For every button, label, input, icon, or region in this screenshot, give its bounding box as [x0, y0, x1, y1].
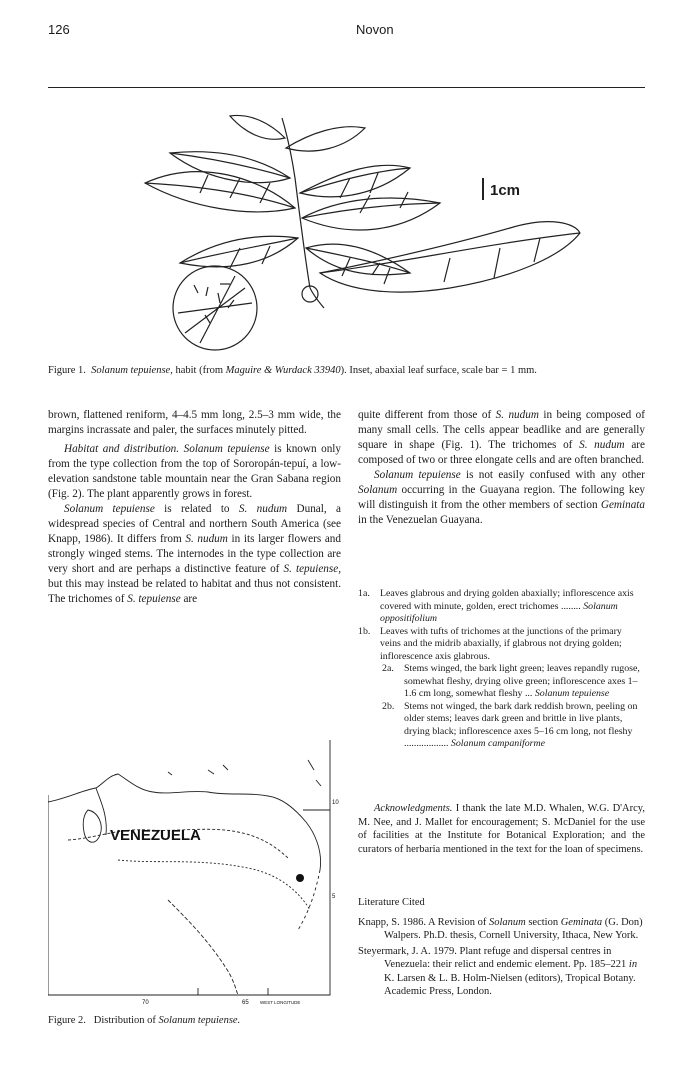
page-number: 126	[48, 22, 70, 37]
figure-2-caption: Figure 2. Distribution of Solanum tepuiense.	[48, 1015, 241, 1026]
figure-1-illustration	[110, 98, 590, 360]
scale-bar	[482, 178, 484, 200]
literature-cited	[358, 896, 645, 1001]
paragraph-seeds: brown, flattened reniform, 4–4.5 mm long, 2.5–3 mm wide, the margins incrassate and paler, the surfaces minutely pitted.	[48, 409, 341, 436]
scale-bar-label: 1cm	[490, 182, 521, 199]
key-couplet-1b: 1b. Leaves with tufts of trichomes at the junctions of the primary veins and the midrib abaxially, if glabrous not drying golden; inflorescence axis glabrous.	[358, 625, 622, 662]
latitude-5-label: 5	[332, 894, 336, 900]
paragraph-trichomes: quite different from those of S. nudum in being composed of many small cells. The cells appear beadlike and are generally square in shape (Fig. 1). The trichomes of S. nudum are composed of two or three elongate cells and are often branched.	[358, 409, 645, 466]
reference-steyermark: Steyermark, J. A. 1979. Plant refuge and dispersal centres in Venezuela: their relict and endemic element. Pp. 185–221 in K. Larsen & L. B. Holm-Nielsen (editors), Tropical Botany. Academic Press, London.	[358, 945, 638, 997]
type-locality-marker	[296, 874, 304, 882]
paragraph-habitat: Habitat and distribution. Solanum tepuiense is known only from the type collection from the top of Sororopán-tepuí, a low-elevation sandstone table mountain near the Gran Sabana region (Fig. 2). The plant apparently grows in forest.	[48, 443, 342, 500]
left-column	[48, 408, 341, 607]
latitude-10-label: 10	[332, 800, 339, 806]
longitude-axis-label: WEST LONGITUDE	[260, 1000, 301, 1005]
key-couplet-1a: 1a. Leaves glabrous and drying golden abaxially; inflorescence axis covered with minute, golden, erect trichomes ........ Solanum oppositifolium	[358, 588, 634, 624]
figure-1-caption: Figure 1. Solanum tepuiense, habit (from Maguire & Wurdack 33940). Inset, abaxial leaf surface, scale bar = 1 mm.	[48, 365, 537, 376]
paragraph-key-intro: Solanum tepuiense is not easily confused with any other Solanum occurring in the Guayana region. The following key will distinguish it from the other members of section Geminata in the Venezuelan Guayana.	[358, 469, 645, 526]
paragraph-relations: Solanum tepuiense is related to S. nudum Dunal, a widespread species of Central and northern South America (see Knapp, 1986). It differs from S. nudum in its larger flowers and strongly winged stems. The internodes in the type collection are very short and are perhaps a distinctive feature of S. tepuiense, but this may instead be related to habitat and thus not consistent. The trichomes of S. tepuiense are	[48, 503, 342, 605]
acknowledgments: Acknowledgments. I thank the late M.D. Whalen, W.G. D'Arcy, M. Nee, and J. Mallet for encouragement; S. McDaniel for the use of facilities at the Institute for Botanical Exploration; and the curators of herbaria mentioned in the text for the loan of specimens.	[358, 803, 645, 855]
longitude-70-label: 70	[142, 1000, 149, 1006]
reference-knapp: Knapp, S. 1986. A Revision of Solanum section Geminata (G. Don) Walpers. Ph.D. thesis, Cornell University, Ithaca, New York.	[358, 916, 643, 941]
key-couplet-2b: 2b. Stems not winged, the bark dark reddish brown, peeling on older stems; leaves dark green and brittle in live plants, drying black; inflorescence axes 5–16 cm long, not fleshy .................. Solanum campaniforme	[382, 700, 638, 749]
journal-title: Novon	[356, 22, 394, 37]
figure-2-map	[48, 740, 342, 1010]
literature-heading: Literature Cited	[358, 897, 425, 908]
key-couplet-2a: 2a. Stems winged, the bark light green; leaves repandly rugose, somewhat fleshy, drying olive green; inflorescence axes 1–1.6 cm long, somewhat fleshy ... Solanum tepuiense	[382, 663, 640, 699]
identification-key	[358, 588, 645, 751]
longitude-65-label: 65	[242, 1000, 249, 1006]
header-rule	[48, 87, 645, 88]
country-label: VENEZUELA	[110, 827, 201, 844]
right-column	[358, 408, 645, 528]
